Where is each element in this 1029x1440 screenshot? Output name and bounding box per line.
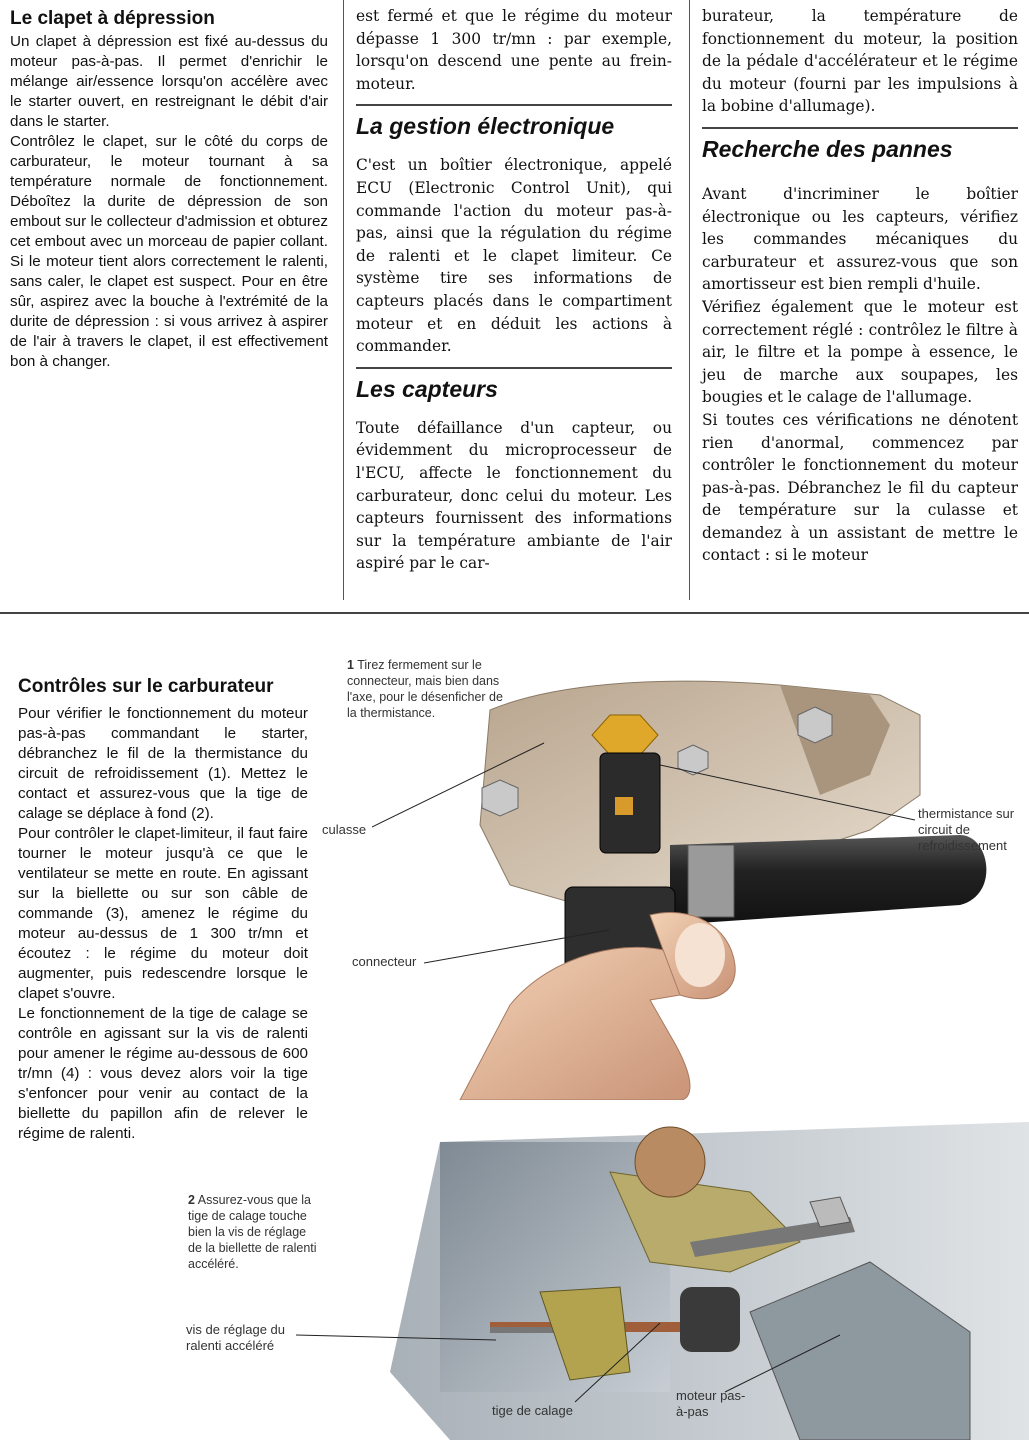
- paragraph: C'est un boîtier électronique, appelé ECU (Electronic Control Unit), qui commande l'action du moteur pas-à-pas, ainsi que la régulation du régime de ralenti et le clapet limiteur. Ce système tire ses informations de capteurs placés dans le compartiment moteur et en déduit les actions à commander.: [356, 156, 672, 356]
- label-vis-reglage: vis de réglage du ralenti accéléré: [186, 1322, 286, 1353]
- label-moteur-pas-a-pas: moteur pas-à-pas: [676, 1388, 746, 1419]
- leader-line: [570, 1318, 670, 1408]
- leader-line: [296, 1330, 506, 1350]
- figure-1-illustration: [400, 655, 1029, 1100]
- hose-clamp: [688, 845, 734, 917]
- label-culasse: culasse: [322, 822, 367, 837]
- paragraph: burateur, la température de fonctionnement du moteur, la position de la pédale d'accélérateur et le régime du moteur (fourni par les impulsions à la bobine d'allumage).: [702, 7, 1018, 116]
- section-heading-clapet: Le clapet à dépression: [10, 8, 215, 29]
- leader-line: [660, 760, 920, 830]
- column-1: [10, 8, 328, 372]
- paragraph: Toute défaillance d'un capteur, ou évidemment du microprocesseur de l'ECU, affecte le fonctionnement du carburateur, donc celui du moteur. Les capteurs fournissent des informations sur la température ambiante de l'air aspiré par le car-: [356, 418, 672, 573]
- leader-line: [720, 1330, 850, 1400]
- column-2: [356, 5, 672, 575]
- leader-line: [372, 735, 552, 835]
- figure-1-caption: [347, 657, 507, 721]
- section-rule: [356, 367, 672, 369]
- leader-line: [424, 925, 614, 975]
- caption-text: Assurez-vous que la tige de calage touche bien la vis de réglage de la biellette de ralenti accéléré.: [188, 1193, 317, 1271]
- column-divider: [343, 0, 344, 600]
- section-heading-controles: Contrôles sur le carburateur: [18, 676, 274, 697]
- paragraph: Si toutes ces vérifications ne dénotent rien d'anormal, commencez par contrôler le fonctionnement du moteur pas-à-pas. Débranchez le fil du capteur de température sur la culasse et demandez à un assistant de mettre le contact : si le moteur: [702, 410, 1018, 565]
- section-rule: [702, 127, 1018, 129]
- column-divider: [689, 0, 690, 600]
- paragraph: Un clapet à dépression est fixé au-dessus du moteur pas-à-pas. Il permet d'enrichir le mélange air/essence lorsqu'on accélère avec le starter ouvert, en restreignant le débit d'air dans le starter.: [10, 33, 328, 130]
- figure-number: 1: [347, 658, 354, 672]
- paragraph: Contrôlez le clapet, sur le côté du corps de carburateur, le moteur tournant à sa température normale de fonctionnement. Déboîtez la durite de dépression de son embout sur le collecteur d'admission et obturez cet embout avec un morceau de papier collant. Si le moteur tient alors correctement le ralenti, sans caler, le clapet est suspect. Pour en être sûr, aspirez avec la bouche à l'extrémité de la durite de dépression : si vous arrivez à aspirer de l'air à travers le clapet, il est effectivement bon à changer.: [10, 133, 328, 370]
- paragraph: Le fonctionnement de la tige de calage se contrôle en agissant sur la vis de ralenti pour amener le régime au-dessous de 600 tr/mn (4) : vous devez alors voir la tige s'enfoncer pour venir au contact de la biellette du papillon afin de relever le régime de ralenti.: [18, 1005, 308, 1142]
- paragraph: Pour vérifier le fonctionnement du moteur pas-à-pas commandant le starter, débranchez le fil de la thermistance du circuit de refroidissement (1). Mettez le contact et assurez-vous que la tige de calage se déplace à fond (2).: [18, 705, 308, 822]
- paragraph: Pour contrôler le clapet-limiteur, il faut faire tourner le moteur jusqu'à ce que le ventilateur se mette en route. En agissant sur la biellette ou sur son câble de commande (3), amenez le régime du moteur au-dessus de 1 300 tr/mn et écoutez : le régime du moteur doit augmenter, puis redescendre lorsque le clapet s'ouvre.: [18, 825, 308, 1002]
- label-thermistance: thermistance sur circuit de refroidissement: [918, 806, 1015, 853]
- figure-2-caption: [188, 1192, 320, 1272]
- paragraph: Vérifiez également que le moteur est correctement réglé : contrôlez le filtre à air, le filtre et la pompe à essence, le jeu de marche aux soupapes, les bougies et le calage de l'allumage.: [702, 297, 1018, 407]
- paragraph: est fermé et que le régime du moteur dépasse 1 300 tr/mn : par exemple, lorsqu'on descend une pente au frein-moteur.: [356, 7, 672, 93]
- section-heading-gestion: La gestion électronique: [356, 113, 615, 140]
- section-rule: [356, 104, 672, 106]
- column-3: [702, 5, 1018, 567]
- figure-number: 2: [188, 1193, 195, 1207]
- lower-text-column: [18, 676, 308, 1144]
- label-connecteur: connecteur: [352, 954, 417, 969]
- bolt-icon: [798, 707, 832, 743]
- page-separator: [0, 612, 1029, 614]
- label-tige-calage: tige de calage: [492, 1403, 573, 1418]
- paragraph: Avant d'incriminer le boîtier électronique ou les capteurs, vérifiez les commandes mécaniques du carburateur et assurez-vous que son amortisseur est bien rempli d'huile.: [702, 184, 1018, 294]
- caption-text: Tirez fermement sur le connecteur, mais bien dans l'axe, pour le désenficher de la thermistance.: [347, 658, 503, 720]
- section-heading-capteurs: Les capteurs: [356, 375, 498, 402]
- section-heading-pannes: Recherche des pannes: [702, 135, 953, 162]
